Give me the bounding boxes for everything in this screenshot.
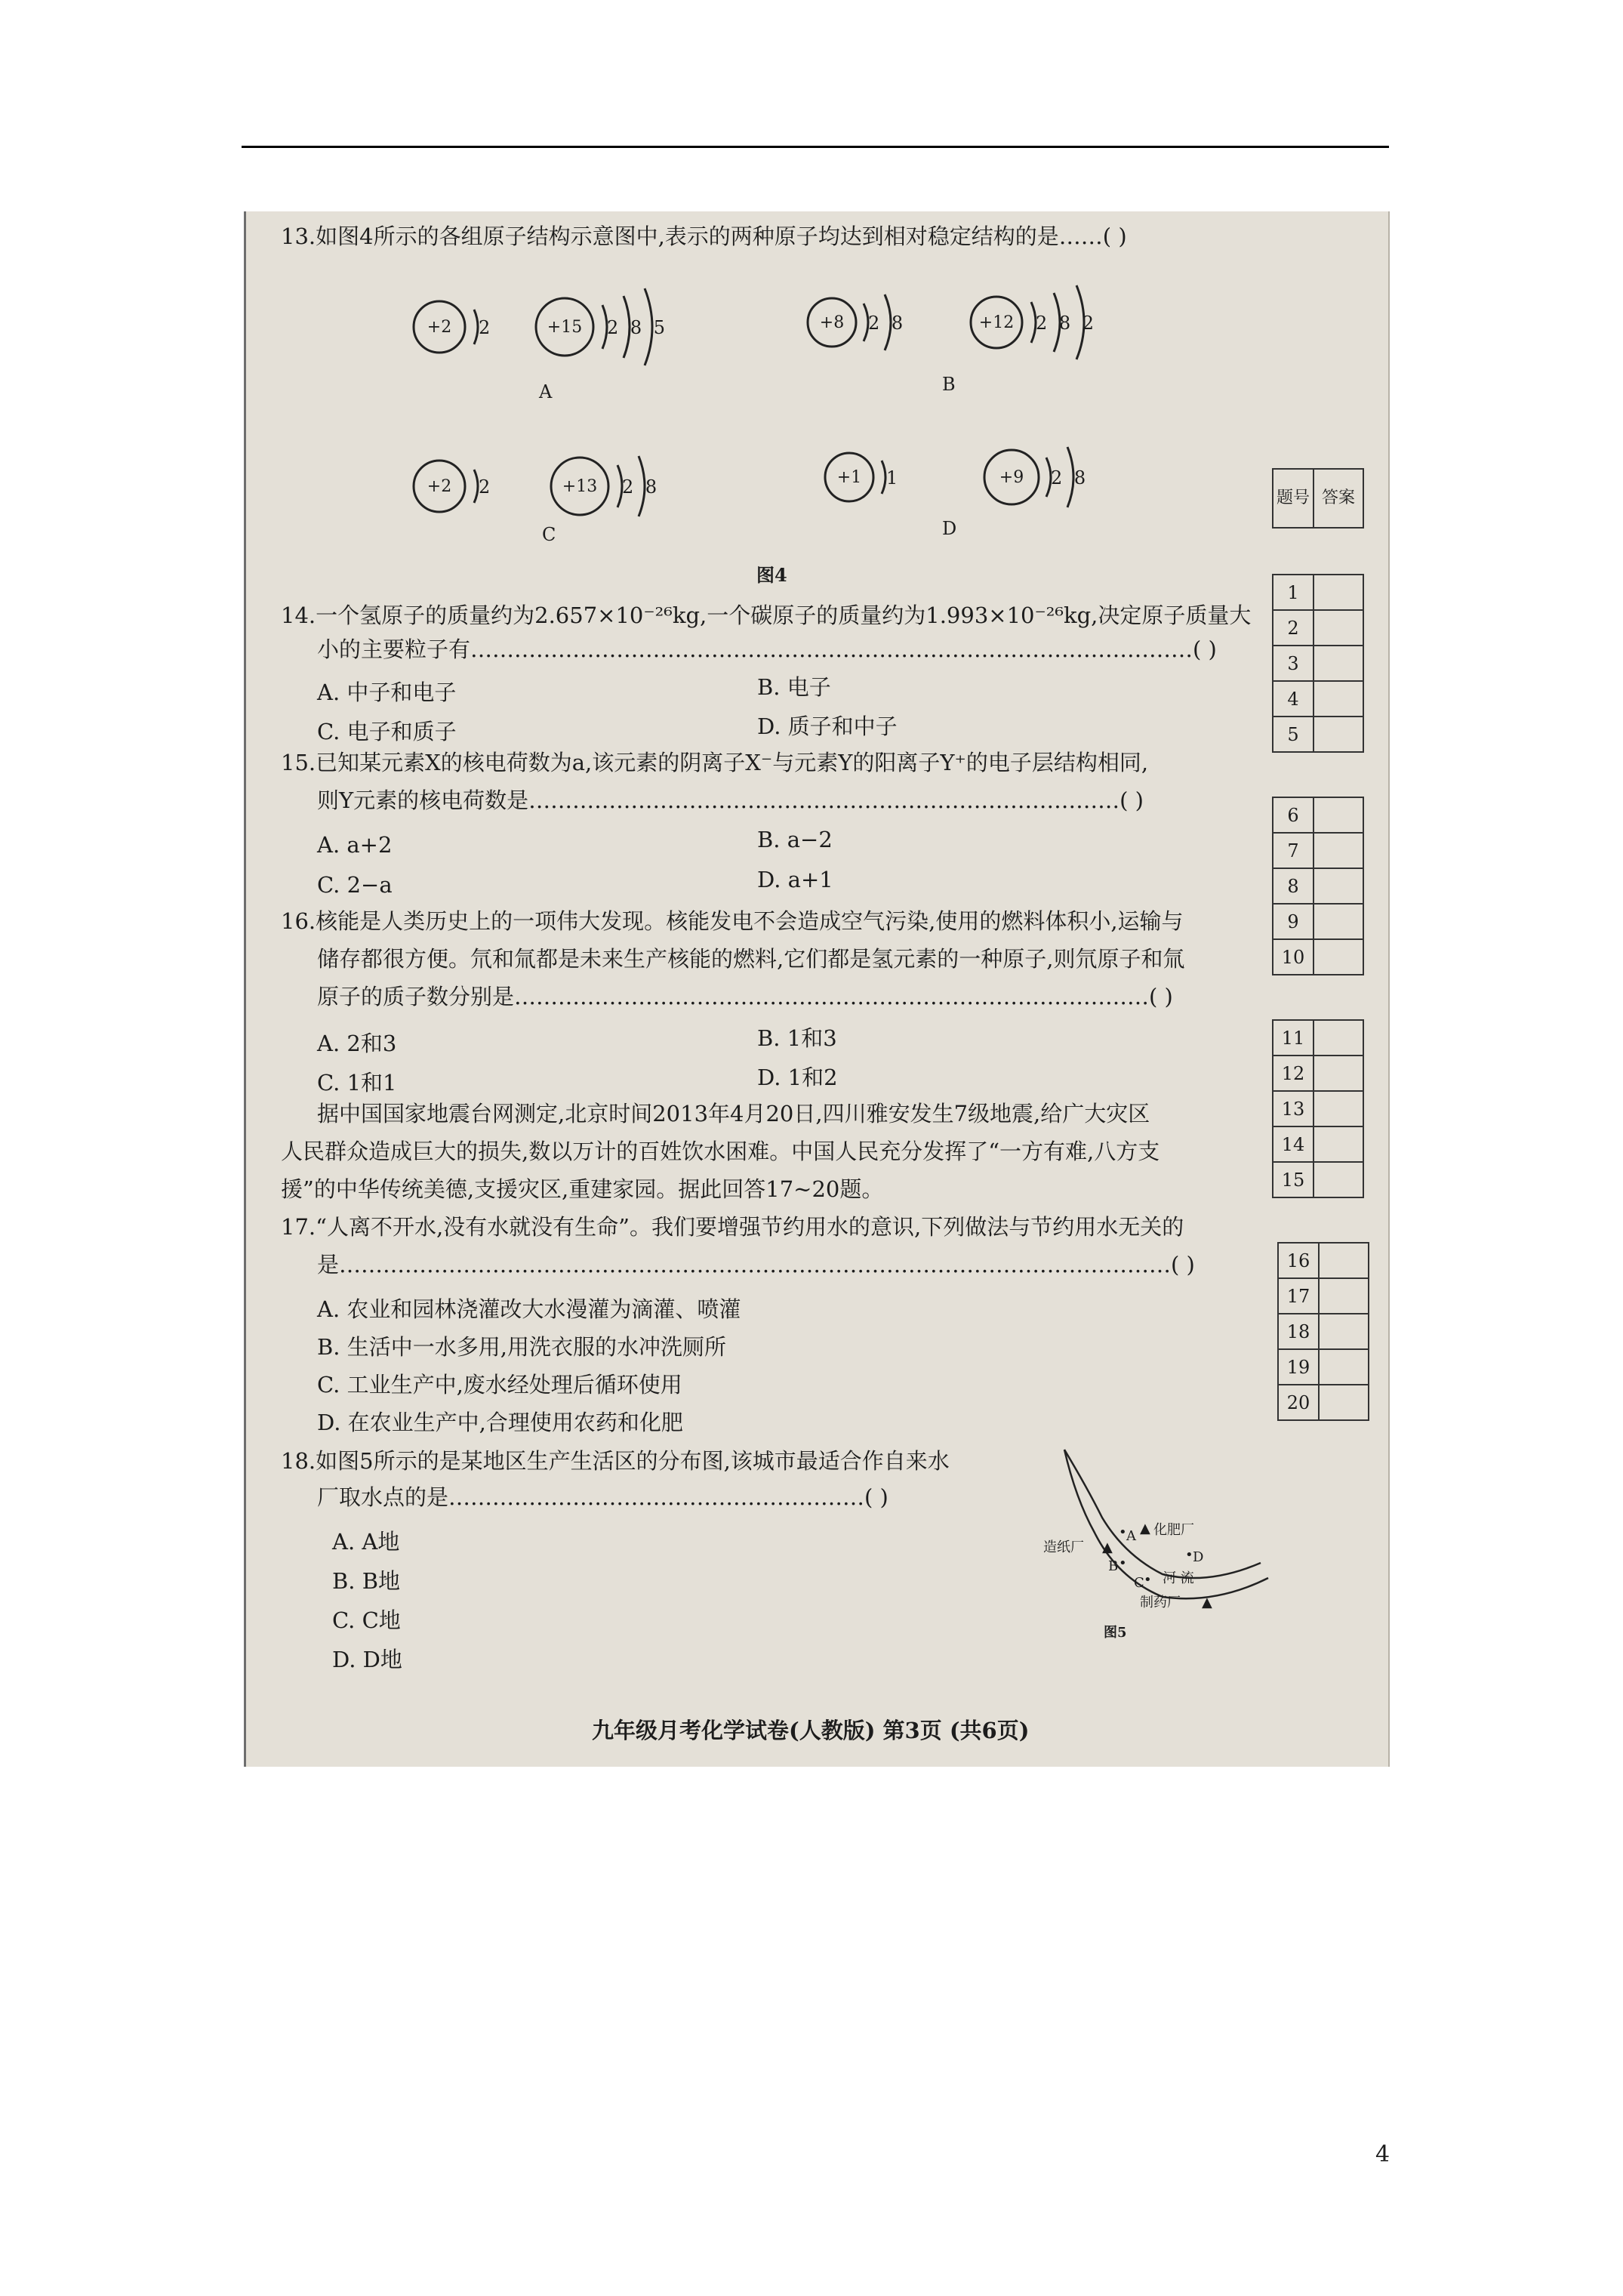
answer-cell[interactable] xyxy=(1313,1020,1363,1056)
atom-c2-nucleus: +13 xyxy=(562,477,598,496)
answer-table-group-1 xyxy=(1272,574,1364,753)
answer-table-group-4 xyxy=(1277,1242,1369,1421)
answer-cell[interactable] xyxy=(1313,1091,1363,1126)
option-b-label: B xyxy=(942,374,956,395)
question-15-line2: 则Y元素的核电荷数是………………………………………………………………………( ) xyxy=(317,787,1144,813)
q16-option-c: C. 1和1 xyxy=(317,1070,397,1096)
passage-line2: 人民群众造成巨大的损失,数以万计的百姓饮水困难。中国人民充分发挥了“一方有难,八方支 xyxy=(281,1139,1160,1164)
answer-number: 16 xyxy=(1278,1243,1319,1278)
question-16-line2: 储存都很方便。氘和氚都是未来生产核能的燃料,它们都是氢元素的一种原子,则氘原子和氚 xyxy=(317,946,1185,972)
svg-text:•: • xyxy=(1144,1572,1152,1588)
svg-text:•: • xyxy=(1119,1524,1127,1540)
answer-number: 2 xyxy=(1273,610,1313,646)
atom-a2-shells: 2 8 5 xyxy=(607,317,666,338)
map-point-b: B xyxy=(1108,1558,1119,1574)
answer-table-group-2 xyxy=(1272,797,1364,975)
passage-line3: 援”的中华传统美德,支援灾区,重建家园。据此回答17~20题。 xyxy=(281,1176,884,1202)
svg-text:•: • xyxy=(1119,1555,1127,1571)
atom-b2-shells: 2 8 2 xyxy=(1036,313,1095,334)
svg-text:▲: ▲ xyxy=(1102,1539,1113,1555)
map-point-a: A xyxy=(1126,1528,1136,1544)
answer-cell[interactable] xyxy=(1319,1385,1369,1420)
answer-number: 18 xyxy=(1278,1314,1319,1349)
svg-text:▲: ▲ xyxy=(1202,1595,1212,1610)
answer-cell[interactable] xyxy=(1313,681,1363,717)
answer-cell[interactable] xyxy=(1313,717,1363,752)
atom-a1-nucleus: +2 xyxy=(427,318,452,337)
answer-cell[interactable] xyxy=(1319,1243,1369,1278)
q18-option-a: A. A地 xyxy=(332,1529,400,1555)
q14-option-d: D. 质子和中子 xyxy=(757,713,898,739)
svg-text:•: • xyxy=(1185,1547,1193,1563)
atom-d2-shells: 2 8 xyxy=(1051,467,1086,488)
q18-option-b: B. B地 xyxy=(332,1568,401,1594)
atom-c1-shells: 2 xyxy=(479,476,491,498)
map-river-label: 河 流 xyxy=(1163,1570,1194,1586)
answer-number: 12 xyxy=(1273,1056,1313,1091)
atom-d2-nucleus: +9 xyxy=(999,468,1024,487)
atom-d1-nucleus: +1 xyxy=(836,468,862,487)
answer-table-group-3 xyxy=(1272,1019,1364,1198)
answer-table-header xyxy=(1272,468,1364,529)
question-18-line1: 18.如图5所示的是某地区生产生活区的分布图,该城市最适合作自来水 xyxy=(281,1448,950,1474)
answer-cell[interactable] xyxy=(1313,1126,1363,1162)
q14-option-b: B. 电子 xyxy=(757,674,831,700)
answer-header-number: 题号 xyxy=(1273,469,1313,528)
map-factory-fertilizer: 化肥厂 xyxy=(1153,1522,1194,1538)
answer-number: 9 xyxy=(1273,904,1313,939)
option-a-label: A xyxy=(539,381,553,402)
answer-number: 1 xyxy=(1273,575,1313,610)
answer-number: 14 xyxy=(1273,1126,1313,1162)
question-18-line2: 厂取水点的是…………………………………………………( ) xyxy=(317,1484,888,1510)
question-17-line1: 17.“人离不开水,没有水就没有生命”。我们要增强节约用水的意识,下列做法与节约用水无关的 xyxy=(281,1214,1184,1240)
q17-option-c: C. 工业生产中,废水经处理后循环使用 xyxy=(317,1372,682,1398)
q15-option-d: D. a+1 xyxy=(757,867,833,892)
atom-b2-nucleus: +12 xyxy=(978,313,1015,332)
map-point-c: C xyxy=(1134,1575,1144,1591)
answer-number: 8 xyxy=(1273,868,1313,904)
answer-number: 6 xyxy=(1273,797,1313,833)
page-number: 4 xyxy=(1375,2141,1390,2168)
figure-5-caption: 图5 xyxy=(1104,1625,1127,1641)
q18-option-c: C. C地 xyxy=(332,1607,401,1633)
q15-option-b: B. a−2 xyxy=(757,827,833,852)
atom-b1-shells: 2 8 xyxy=(868,313,904,334)
answer-cell[interactable] xyxy=(1319,1349,1369,1385)
answer-cell[interactable] xyxy=(1313,646,1363,681)
atom-b1-nucleus: +8 xyxy=(819,313,845,332)
atom-c2-shells: 2 8 xyxy=(622,476,658,498)
question-16-line3: 原子的质子数分别是……………………………………………………………………………( ) xyxy=(317,984,1173,1009)
q14-option-a: A. 中子和电子 xyxy=(317,680,457,705)
answer-number: 13 xyxy=(1273,1091,1313,1126)
q15-option-c: C. 2−a xyxy=(317,872,393,898)
answer-cell[interactable] xyxy=(1313,833,1363,868)
q17-option-d: D. 在农业生产中,合理使用农药和化肥 xyxy=(317,1410,683,1435)
question-15-line1: 15.已知某元素X的核电荷数为a,该元素的阴离子X⁻与元素Y的阳离子Y⁺的电子层结构相同, xyxy=(281,750,1149,775)
answer-number: 17 xyxy=(1278,1278,1319,1314)
answer-cell[interactable] xyxy=(1313,575,1363,610)
q18-option-d: D. D地 xyxy=(332,1647,402,1672)
question-14-line1: 14.一个氢原子的质量约为2.657×10⁻²⁶kg,一个碳原子的质量约为1.993×10⁻²⁶kg,决定原子质量大 xyxy=(281,603,1252,628)
map-factory-pharma: 制药厂 xyxy=(1140,1595,1181,1610)
atom-c1-nucleus: +2 xyxy=(427,477,452,496)
question-13: 13.如图4所示的各组原子结构示意图中,表示的两种原子均达到相对稳定结构的是……( ) xyxy=(281,223,1127,249)
answer-number: 5 xyxy=(1273,717,1313,752)
answer-number: 3 xyxy=(1273,646,1313,681)
passage-line1: 据中国国家地震台网测定,北京时间2013年4月20日,四川雅安发生7级地震,给广大灾区 xyxy=(317,1101,1150,1126)
answer-number: 10 xyxy=(1273,939,1313,975)
question-17-line2: 是……………………………………………………………………………………………………( ) xyxy=(317,1252,1195,1277)
header-rule xyxy=(242,146,1389,148)
figure-4-atom-diagrams xyxy=(393,272,1185,589)
svg-text:▲: ▲ xyxy=(1140,1521,1150,1536)
q15-option-a: A. a+2 xyxy=(317,832,393,858)
answer-number: 19 xyxy=(1278,1349,1319,1385)
answer-cell[interactable] xyxy=(1313,1162,1363,1197)
answer-header-answer: 答案 xyxy=(1313,469,1363,528)
question-14-line2: 小的主要粒子有………………………………………………………………………………………( ) xyxy=(317,636,1217,662)
q17-option-a: A. 农业和园林浇灌改大水漫灌为滴灌、喷灌 xyxy=(317,1296,741,1322)
answer-cell[interactable] xyxy=(1313,610,1363,646)
figure-4-caption: 图4 xyxy=(756,564,787,586)
answer-cell[interactable] xyxy=(1313,797,1363,833)
atom-d1-shells: 1 xyxy=(886,467,898,488)
atom-a2-nucleus: +15 xyxy=(547,318,583,337)
q16-option-d: D. 1和2 xyxy=(757,1065,838,1090)
figure-5-map xyxy=(1034,1435,1283,1661)
answer-number: 20 xyxy=(1278,1385,1319,1420)
answer-number: 15 xyxy=(1273,1162,1313,1197)
option-d-label: D xyxy=(942,518,957,539)
map-point-d: D xyxy=(1193,1549,1204,1565)
option-c-label: C xyxy=(542,524,556,545)
q14-option-c: C. 电子和质子 xyxy=(317,719,457,744)
q16-option-b: B. 1和3 xyxy=(757,1025,837,1051)
answer-cell[interactable] xyxy=(1313,939,1363,975)
answer-cell[interactable] xyxy=(1313,868,1363,904)
answer-cell[interactable] xyxy=(1313,904,1363,939)
atom-a1-shells: 2 xyxy=(479,317,491,338)
exam-footer: 九年级月考化学试卷(人教版) 第3页 (共6页) xyxy=(592,1718,1030,1743)
answer-number: 4 xyxy=(1273,681,1313,717)
answer-number: 7 xyxy=(1273,833,1313,868)
answer-cell[interactable] xyxy=(1313,1056,1363,1091)
answer-number: 11 xyxy=(1273,1020,1313,1056)
question-16-line1: 16.核能是人类历史上的一项伟大发现。核能发电不会造成空气污染,使用的燃料体积小,运输与 xyxy=(281,908,1184,934)
q16-option-a: A. 2和3 xyxy=(317,1031,397,1056)
q17-option-b: B. 生活中一水多用,用洗衣服的水冲洗厕所 xyxy=(317,1334,726,1360)
answer-cell[interactable] xyxy=(1319,1314,1369,1349)
map-factory-paper: 造纸厂 xyxy=(1043,1539,1084,1555)
answer-cell[interactable] xyxy=(1319,1278,1369,1314)
